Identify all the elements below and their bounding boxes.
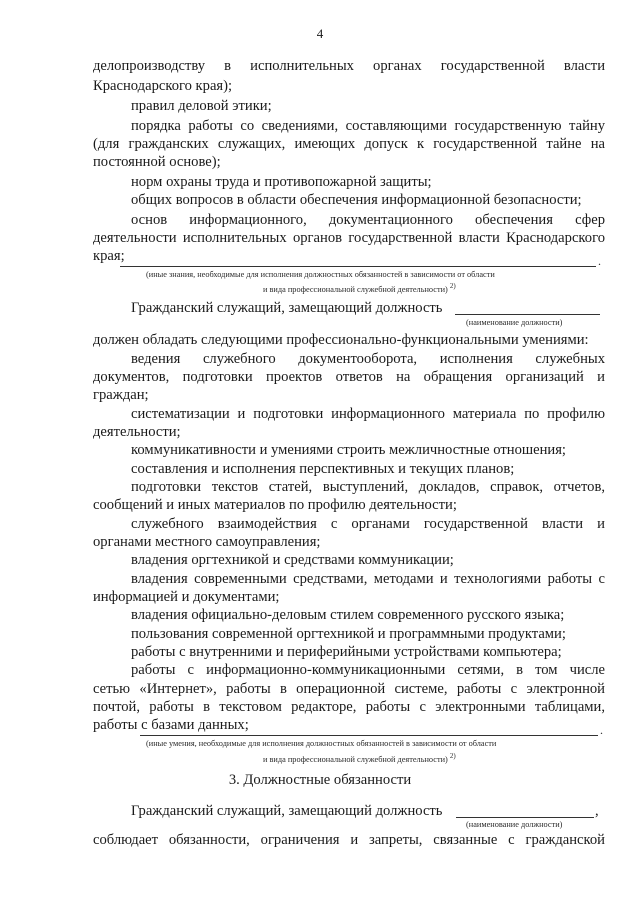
position-label: Гражданский служащий, замещающий должность <box>131 300 443 316</box>
text-line: пользования современной оргтехникой и программными продуктами; <box>131 626 566 642</box>
footnote-caption: (иные знания, необходимые для исполнения должностных обязанностей в зависимости от области <box>146 270 495 279</box>
text-line: должен обладать следующими профессионально-функциональными умениями: <box>93 332 589 348</box>
position-fill-line[interactable] <box>455 314 600 315</box>
text-line: Краснодарского края); <box>93 78 233 94</box>
section-heading: 3. Должностные обязанности <box>228 772 412 788</box>
text-line: владения официально-деловым стилем современного русского языка; <box>131 607 565 623</box>
text-line: работы с базами данных; <box>93 717 249 733</box>
text-line: владения оргтехникой и средствами коммуникации; <box>131 552 454 568</box>
page-number: 4 <box>316 26 324 41</box>
text-line: (для гражданских служащих, имеющих допуск к государственной тайне на <box>93 136 605 152</box>
fill-line <box>140 735 598 736</box>
position-fill-line[interactable] <box>456 817 594 818</box>
text-line: коммуникативности и умениями строить межличностные отношения; <box>131 442 566 458</box>
text-line: сетью «Интернет», работы в операционной системе, работы с электронной <box>93 681 605 697</box>
position-caption: (наименование должности) <box>466 820 563 829</box>
end-mark: . <box>598 254 601 268</box>
footnote-caption: и вида профессиональной служебной деятельности) $^{2)}$ <box>263 282 456 294</box>
text-line: информацией и документами; <box>93 589 280 605</box>
text-line: почтой, работы в текстовом редакторе, работы с электронными таблицами, <box>93 699 605 715</box>
position-caption: (наименование должности) <box>466 318 563 327</box>
text-line: края; <box>93 248 125 264</box>
footnote-marker: 2) <box>449 282 456 290</box>
fill-line <box>120 266 596 267</box>
footnote-marker: 2) <box>449 752 456 760</box>
text-line: делопроизводству в исполнительных органах государственной власти <box>93 58 605 74</box>
text-line: работы с информационно-коммуникационными сетями, в том числе <box>131 662 605 678</box>
text-line: основ информационного, документационного обеспечения сфер <box>131 212 605 228</box>
text-line: владения современными средствами, методами и технологиями работы с <box>131 571 605 587</box>
footnote-caption: и вида профессиональной служебной деятельности) $^{2)}$ <box>263 752 456 764</box>
end-mark: . <box>600 723 603 737</box>
text-line: норм охраны труда и противопожарной защиты; <box>131 174 432 190</box>
text-line: граждан; <box>93 387 149 403</box>
text-line: документов, подготовки проектов ответов на обращения организаций и <box>93 369 605 385</box>
position-label: Гражданский служащий, замещающий должность <box>131 803 443 819</box>
text-line: подготовки текстов статей, выступлений, докладов, справок, отчетов, <box>131 479 605 495</box>
text-line: порядка работы со сведениями, составляющими государственную тайну <box>131 118 605 134</box>
text-line: сообщений и иных материалов по профилю деятельности; <box>93 497 457 513</box>
text-line: соблюдает обязанности, ограничения и запреты, связанные с гражданской <box>93 832 605 848</box>
text-line: постоянной основе); <box>93 154 221 170</box>
text-line: деятельности; <box>93 424 181 440</box>
text-line: деятельности исполнительных органов государственной власти Краснодарского <box>93 230 605 246</box>
text-line: правил деловой этики; <box>131 98 272 114</box>
text-line: служебного взаимодействия с органами государственной власти и <box>131 516 605 532</box>
text-line: общих вопросов в области обеспечения информационной безопасности; <box>131 192 582 208</box>
text-line: органами местного самоуправления; <box>93 534 321 550</box>
text-line: работы с внутренними и периферийными устройствами компьютера; <box>131 644 562 660</box>
text-line: систематизации и подготовки информационного материала по профилю <box>131 406 605 422</box>
text-line: ведения служебного документооборота, исполнения служебных <box>131 351 605 367</box>
end-mark: , <box>595 803 599 819</box>
footnote-caption: (иные умения, необходимые для исполнения должностных обязанностей в зависимости от области <box>146 739 497 748</box>
text-line: составления и исполнения перспективных и текущих планов; <box>131 461 515 477</box>
